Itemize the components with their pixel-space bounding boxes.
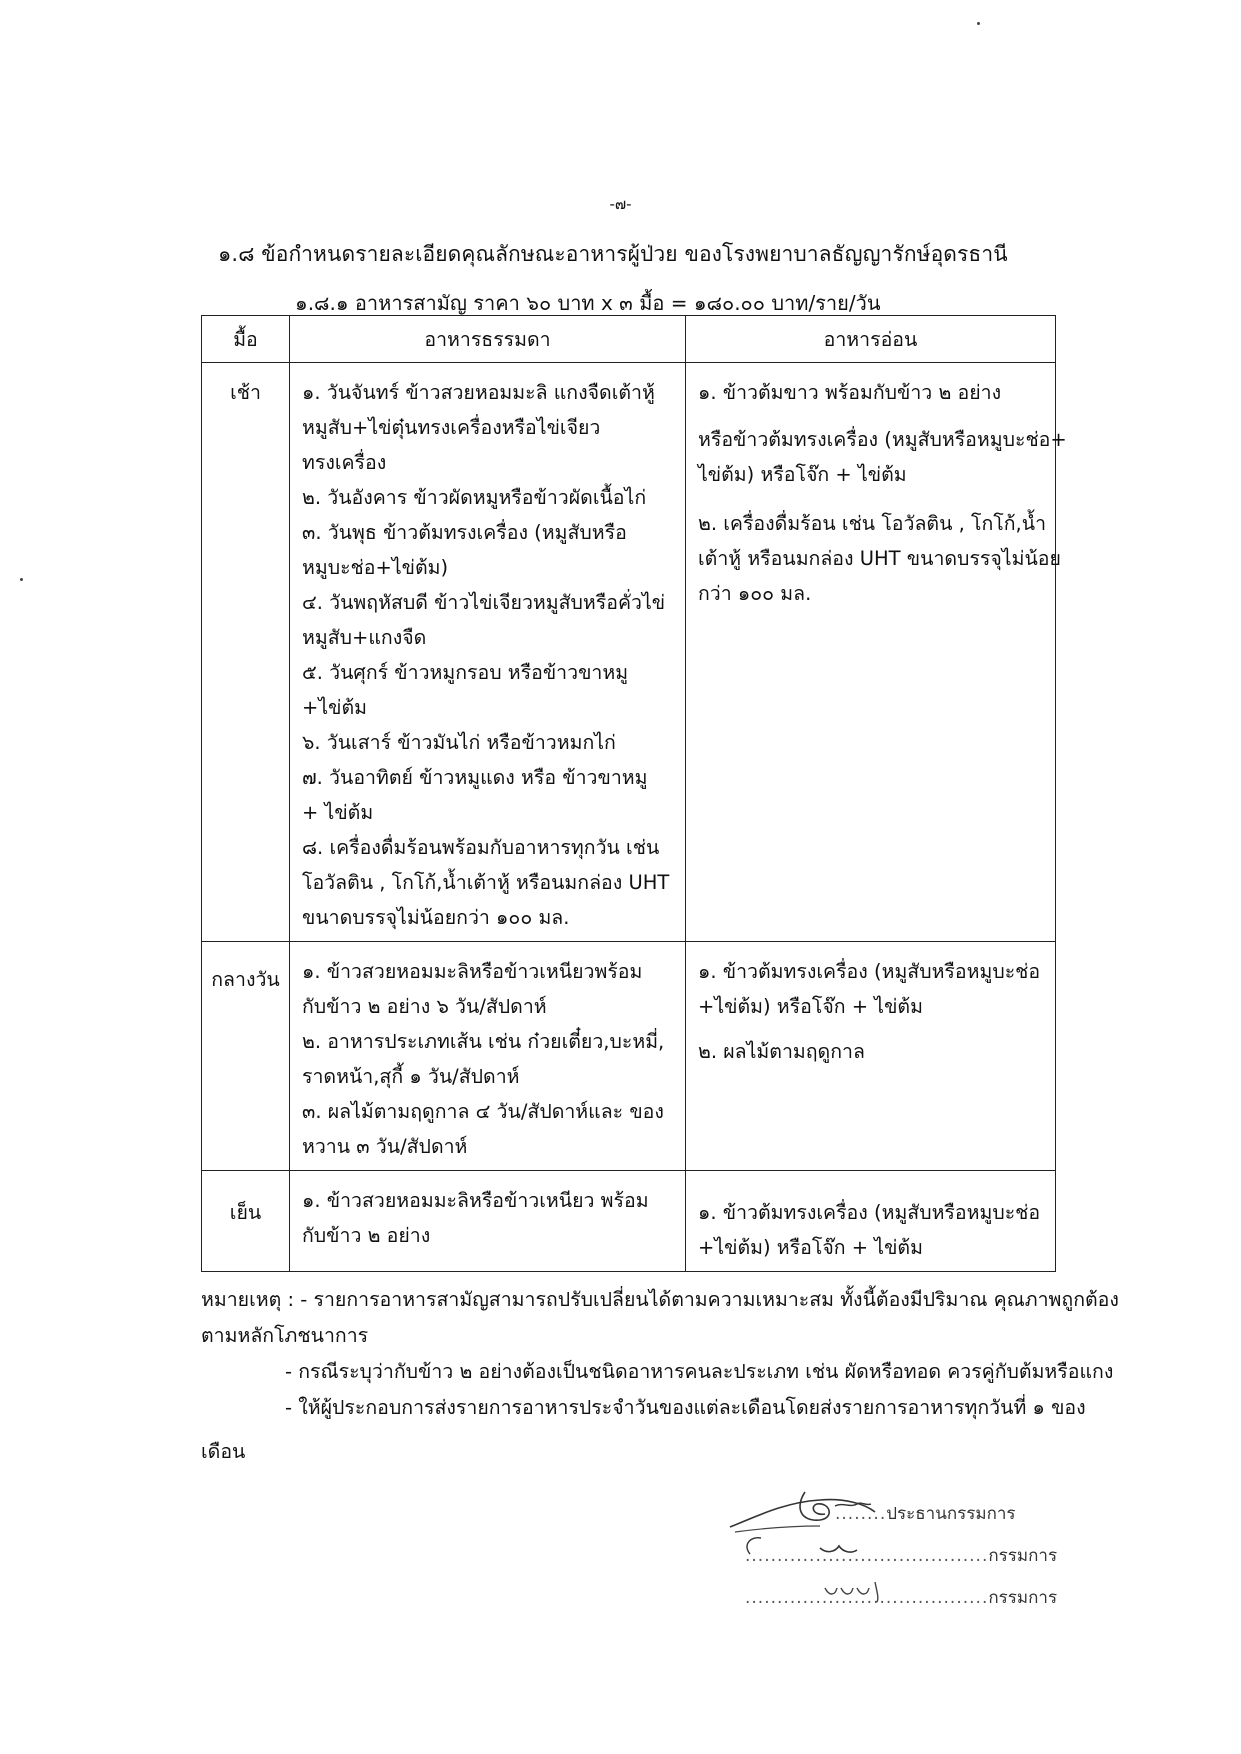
menu-item bbox=[698, 375, 1067, 492]
table-header-row bbox=[202, 316, 1056, 363]
menu-item bbox=[302, 655, 675, 725]
note-line-2: ตามหลักโภชนาการ bbox=[201, 1324, 369, 1347]
menu-item-line: กับข้าว ๒ อย่าง bbox=[302, 1224, 431, 1247]
menu-item-line: ๒. เครื่องดื่มร้อน เช่น โอวัลติน , โกโก้,น้ำ bbox=[698, 512, 1047, 535]
menu-item-line: กว่า ๑๐๐ มล. bbox=[698, 582, 812, 605]
menu-item-line: ๑. ข้าวสวยหอมมะลิหรือข้าวเหนียวพร้อม bbox=[302, 960, 643, 983]
menu-item-line: ๓. ผลไม้ตามฤดูกาล ๔ วัน/สัปดาห์และ ของ bbox=[302, 1100, 664, 1123]
menu-item bbox=[698, 954, 1045, 1024]
header-normal-food: อาหารธรรมดา bbox=[290, 316, 686, 363]
menu-item-line: ๒. วันอังคาร ข้าวผัดหมูหรือข้าวผัดเนื้อไก่ bbox=[302, 486, 647, 509]
signature-role-member-2: กรรมการ bbox=[988, 1588, 1058, 1608]
menu-item-line: +ไข่ต้ม bbox=[302, 696, 367, 719]
handwritten-signature-3 bbox=[785, 1566, 935, 1616]
menu-item-line: ราดหน้า,สุกี้ ๑ วัน/สัปดาห์ bbox=[302, 1065, 520, 1088]
subsection-heading: ๑.๘.๑ อาหารสามัญ ราคา ๖๐ บาท x ๓ มื้อ = ๑๘๐.๐๐ บาท/ราย/วัน bbox=[295, 291, 881, 315]
menu-item-line: ๓. วันพุธ ข้าวต้มทรงเครื่อง (หมูสับหรือ bbox=[302, 521, 627, 544]
menu-item bbox=[302, 954, 675, 1024]
menu-item bbox=[302, 1183, 675, 1253]
menu-item-line: ๖. วันเสาร์ ข้าวมันไก่ หรือข้าวหมกไก่ bbox=[302, 731, 616, 754]
menu-item bbox=[302, 760, 675, 830]
menu-item-line: ๑. ข้าวต้มทรงเครื่อง (หมูสับหรือหมูบะช่อ bbox=[698, 960, 1041, 983]
menu-item-line: ทรงเครื่อง bbox=[302, 451, 387, 474]
table-row-breakfast bbox=[202, 363, 1056, 942]
menu-item-line: หมูสับ+ไข่ตุ๋นทรงเครื่องหรือไข่เจียว bbox=[302, 416, 601, 439]
table-row-dinner bbox=[202, 1171, 1056, 1272]
signature-role-chair: ประธานกรรมการ bbox=[886, 1504, 1016, 1524]
soft-food-cell bbox=[686, 363, 1067, 942]
normal-food-cell bbox=[290, 1171, 686, 1272]
menu-item bbox=[302, 585, 675, 655]
meal-cell: กลางวัน bbox=[202, 942, 290, 1171]
note-line-3: - กรณีระบุว่ากับข้าว ๒ อย่างต้องเป็นชนิดอาหารคนละประเภท เช่น ผัดหรือทอด ควรคู่กับต้มหรือแกง bbox=[285, 1360, 1114, 1383]
menu-item-line: ๗. วันอาทิตย์ ข้าวหมูแดง หรือ ข้าวขาหมู bbox=[302, 766, 648, 789]
menu-item-line: หมูบะช่อ+ไข่ต้ม) bbox=[302, 556, 449, 579]
notes-section bbox=[201, 1282, 1161, 1470]
menu-item bbox=[302, 725, 675, 760]
scan-speck bbox=[977, 22, 980, 25]
menu-item-line: หวาน ๓ วัน/สัปดาห์ bbox=[302, 1135, 468, 1158]
soft-food-cell bbox=[686, 942, 1056, 1171]
signature-row-chair: ........ประธานกรรมการ bbox=[735, 1500, 1115, 1542]
note-line-4: - ให้ผู้ประกอบการส่งรายการอาหารประจำวันของแต่ละเดือนโดยส่งรายการอาหารทุกวันที่ ๑ ของ bbox=[285, 1396, 1086, 1419]
normal-food-cell bbox=[290, 363, 686, 942]
menu-item bbox=[302, 830, 675, 935]
menu-item-line: โอวัลติน , โกโก้,น้ำเต้าหู้ หรือนมกล่อง UHT bbox=[302, 871, 670, 894]
menu-item-line: เต้าหู้ หรือนมกล่อง UHT ขนาดบรรจุไม่น้อย bbox=[698, 547, 1061, 570]
signature-block bbox=[735, 1500, 1115, 1626]
meal-menu-table bbox=[201, 315, 1067, 1272]
menu-item-line: ๑. ข้าวสวยหอมมะลิหรือข้าวเหนียว พร้อม bbox=[302, 1189, 649, 1212]
menu-item-line: ๘. เครื่องดื่มร้อนพร้อมกับอาหารทุกวัน เช่น bbox=[302, 836, 660, 859]
menu-item-line: กับข้าว ๒ อย่าง ๖ วัน/สัปดาห์ bbox=[302, 995, 547, 1018]
section-heading: ๑.๘ ข้อกำหนดรายละเอียดคุณลักษณะอาหารผู้ป่วย ของโรงพยาบาลธัญญารักษ์อุดรธานี bbox=[218, 242, 1008, 266]
table-row-lunch bbox=[202, 942, 1056, 1171]
menu-item bbox=[302, 1024, 675, 1094]
menu-item bbox=[698, 506, 1061, 611]
menu-item bbox=[302, 1094, 675, 1164]
signature-row-member-1: ......................................กรรมการ bbox=[735, 1542, 1115, 1584]
menu-item-line: ๕. วันศุกร์ ข้าวหมูกรอบ หรือข้าวขาหมู bbox=[302, 661, 629, 684]
menu-item-line: ขนาดบรรจุไม่น้อยกว่า ๑๐๐ มล. bbox=[302, 906, 570, 929]
menu-item-line: ๒. ผลไม้ตามฤดูกาล bbox=[698, 1040, 865, 1063]
note-line-1: หมายเหตุ : - รายการอาหารสามัญสามารถปรับเปลี่ยนได้ตามความเหมาะสม ทั้งนี้ต้องมีปริมาณ คุณภาพถูกต้อง bbox=[201, 1288, 1119, 1311]
soft-food-cell bbox=[686, 1171, 1056, 1272]
menu-item-line: ไข่ต้ม) หรือโจ๊ก + ไข่ต้ม bbox=[698, 463, 907, 486]
menu-item-line: +ไข่ต้ม) หรือโจ๊ก + ไข่ต้ม bbox=[698, 995, 923, 1018]
menu-item-line: ๔. วันพฤหัสบดี ข้าวไข่เจียวหมูสับหรือคั่วไข่ bbox=[302, 591, 666, 614]
meal-cell: เย็น bbox=[202, 1171, 290, 1272]
menu-item bbox=[302, 480, 675, 515]
header-soft-food: อาหารอ่อน bbox=[686, 316, 1056, 363]
menu-item-line: + ไข่ต้ม bbox=[302, 801, 374, 824]
menu-item bbox=[302, 375, 675, 480]
menu-item-line: ๑. วันจันทร์ ข้าวสวยหอมมะลิ แกงจืดเต้าหู้ bbox=[302, 381, 655, 404]
normal-food-cell bbox=[290, 942, 686, 1171]
menu-item bbox=[698, 1195, 1045, 1265]
scan-speck bbox=[20, 578, 23, 581]
meal-cell: เช้า bbox=[202, 363, 290, 942]
menu-item-line: ๒. อาหารประเภทเส้น เช่น ก๋วยเตี๋ยว,บะหมี่, bbox=[302, 1030, 665, 1053]
note-line-5: เดือน bbox=[201, 1440, 246, 1463]
menu-item-line: ๑. ข้าวต้มทรงเครื่อง (หมูสับหรือหมูบะช่อ bbox=[698, 1201, 1041, 1224]
page-number: -๗- bbox=[609, 195, 632, 213]
menu-item-line: +ไข่ต้ม) หรือโจ๊ก + ไข่ต้ม bbox=[698, 1236, 923, 1259]
menu-item bbox=[698, 1034, 1045, 1069]
signature-role-member-1: กรรมการ bbox=[988, 1546, 1058, 1566]
header-meal: มื้อ bbox=[202, 316, 290, 363]
menu-item-line: หรือข้าวต้มทรงเครื่อง (หมูสับหรือหมูบะช่อ+ bbox=[698, 428, 1067, 451]
menu-item-line: ๑. ข้าวต้มขาว พร้อมกับข้าว ๒ อย่าง bbox=[698, 381, 1002, 404]
menu-item bbox=[302, 515, 675, 585]
menu-item-line: หมูสับ+แกงจืด bbox=[302, 626, 427, 649]
signature-row-member-2: ......................................กรรมการ bbox=[735, 1584, 1115, 1626]
